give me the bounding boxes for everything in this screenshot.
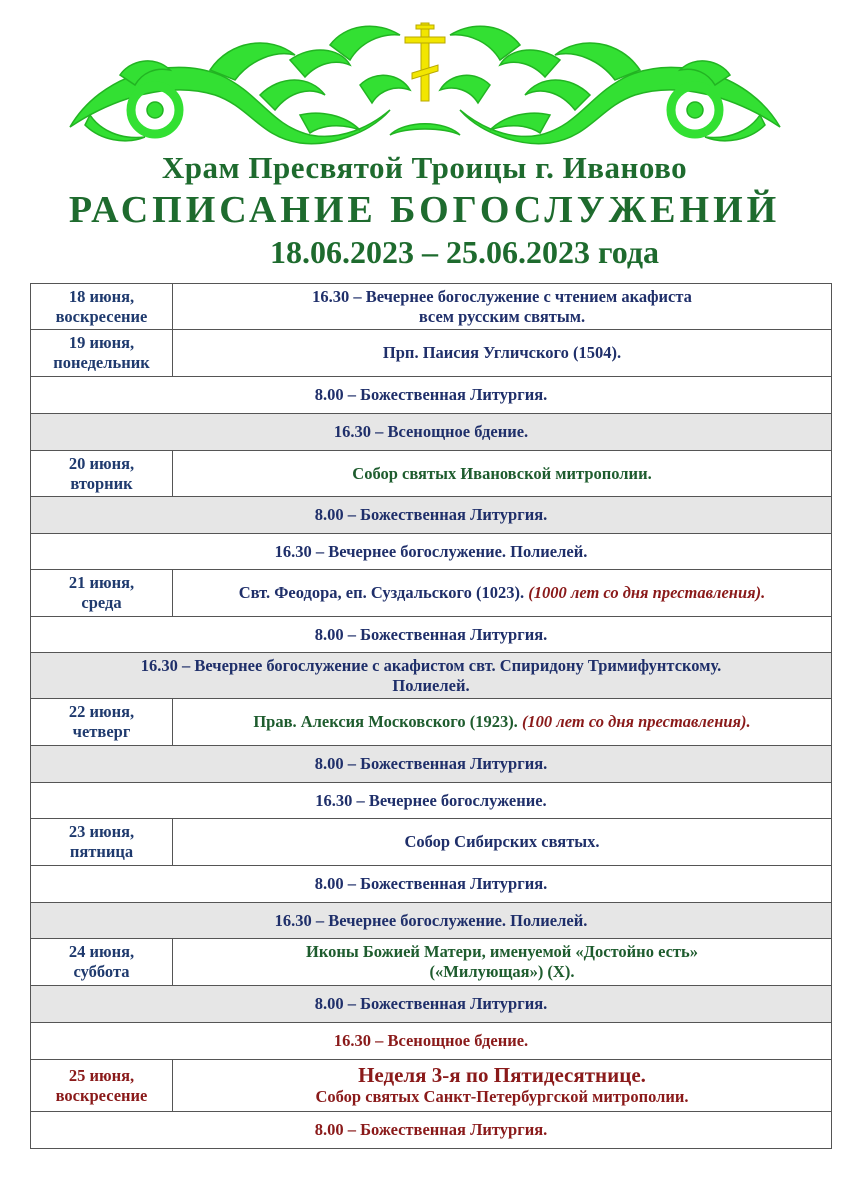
service-text: 16.30 – Всенощное бдение. [333, 1031, 529, 1050]
service-cell [31, 377, 832, 414]
date-label: 23 июня, [68, 822, 135, 841]
date-label: 18 июня, [68, 286, 135, 306]
service-text: Полиелей. [392, 675, 470, 695]
schedule-table [30, 283, 832, 1149]
date-label: 22 июня, [68, 702, 135, 721]
weekday-label: понедельник [53, 353, 150, 372]
schedule-row [31, 1112, 832, 1149]
service-cell [31, 497, 832, 534]
feast-text: Собор святых Ивановской митрополии. [352, 463, 652, 483]
date-range: 18.06.2023 – 25.06.2023 года [270, 234, 659, 270]
date-cell [31, 330, 173, 377]
orthodox-cross-icon [405, 23, 445, 101]
date-cell [31, 939, 173, 986]
service-text: 8.00 – Божественная Литургия. [314, 1120, 548, 1139]
service-cell [31, 1112, 832, 1149]
weekday-label: вторник [70, 473, 133, 493]
weekday-label: четверг [72, 722, 131, 741]
service-cell [173, 284, 832, 330]
service-text: 16.30 – Вечернее богослужение. [315, 790, 547, 810]
weekday-label: среда [81, 593, 122, 612]
page-title: РАСПИСАНИЕ БОГОСЛУЖЕНИЙ [68, 189, 781, 231]
feast-text: Собор Сибирских святых. [404, 832, 600, 851]
date-cell [31, 1060, 173, 1112]
schedule-row [31, 1023, 832, 1060]
date-cell [31, 699, 173, 746]
schedule-row [31, 617, 832, 653]
service-cell [31, 617, 832, 653]
schedule-row [31, 330, 832, 377]
service-text: всем русским святым. [418, 306, 586, 326]
feast-text: Прав. Алексия Московского (1923). [253, 712, 518, 731]
feast-note: (100 лет со дня преставления). [521, 712, 751, 731]
schedule-row [31, 1060, 832, 1112]
schedule-row [31, 414, 832, 451]
weekday-label: воскресение [55, 306, 148, 326]
weekday-label: воскресение [55, 1085, 148, 1105]
feast-title: Неделя 3-я по Пятидесятнице. [358, 1062, 646, 1087]
schedule-row [31, 866, 832, 903]
schedule-row [31, 377, 832, 414]
feast-cell [173, 570, 832, 617]
feast-cell [173, 819, 832, 866]
date-label: 24 июня, [68, 942, 135, 961]
feast-note: (1000 лет со дня преставления). [528, 583, 766, 602]
schedule-row [31, 699, 832, 746]
feast-text: Свт. Феодора, еп. Суздальского (1023). [238, 583, 525, 602]
service-text: 16.30 – Вечернее богослужение с чтением акафиста [312, 286, 692, 306]
feast-text: Собор святых Санкт-Петербургской митрополии. [315, 1086, 689, 1106]
service-cell [31, 653, 832, 699]
service-text: 16.30 – Вечернее богослужение с акафистом свт. Спиридону Тримифунтскому. [140, 655, 722, 675]
date-label: 19 июня, [68, 333, 135, 352]
schedule-row [31, 746, 832, 783]
service-text: 16.30 – Всенощное бдение. [333, 422, 529, 441]
feast-cell [173, 699, 832, 746]
date-label: 20 июня, [68, 453, 135, 473]
service-text: 16.30 – Вечернее богослужение. Полиелей. [274, 541, 588, 561]
service-cell [31, 903, 832, 939]
service-cell [31, 986, 832, 1023]
schedule-row [31, 653, 832, 699]
schedule-row [31, 783, 832, 819]
date-cell [31, 570, 173, 617]
service-text: 16.30 – Вечернее богослужение. Полиелей. [274, 910, 588, 930]
feast-text: Прп. Паисия Угличского (1504). [382, 343, 622, 362]
service-text: 8.00 – Божественная Литургия. [314, 754, 548, 773]
schedule-row [31, 534, 832, 570]
feast-cell [173, 939, 832, 986]
weekday-label: пятница [69, 842, 134, 861]
service-text: 8.00 – Божественная Литургия. [314, 994, 548, 1013]
schedule-row [31, 570, 832, 617]
service-text: 8.00 – Божественная Литургия. [314, 385, 548, 404]
service-text: 8.00 – Божественная Литургия. [314, 874, 548, 893]
service-cell [31, 866, 832, 903]
schedule-row [31, 284, 832, 330]
schedule-row [31, 986, 832, 1023]
schedule-row [31, 903, 832, 939]
service-cell [31, 1023, 832, 1060]
feast-text: («Милующая») (Х). [429, 962, 575, 981]
date-cell [31, 819, 173, 866]
schedule-row [31, 497, 832, 534]
service-cell [31, 534, 832, 570]
date-label: 25 июня, [68, 1065, 135, 1085]
date-label: 21 июня, [68, 573, 135, 592]
feast-cell [173, 330, 832, 377]
schedule-row [31, 451, 832, 497]
date-cell [31, 284, 173, 330]
feast-cell [173, 451, 832, 497]
service-cell [31, 746, 832, 783]
feast-cell [173, 1060, 832, 1112]
service-cell [31, 783, 832, 819]
church-name: Храм Пресвятой Троицы г. Иваново [161, 150, 688, 185]
feast-text: Иконы Божией Матери, именуемой «Достойно есть» [306, 942, 698, 961]
schedule-row [31, 819, 832, 866]
weekday-label: суббота [73, 962, 130, 981]
ornament-header [60, 15, 790, 150]
service-cell [31, 414, 832, 451]
service-text: 8.00 – Божественная Литургия. [314, 624, 548, 644]
service-text: 8.00 – Божественная Литургия. [314, 505, 548, 524]
date-cell [31, 451, 173, 497]
schedule-row [31, 939, 832, 986]
